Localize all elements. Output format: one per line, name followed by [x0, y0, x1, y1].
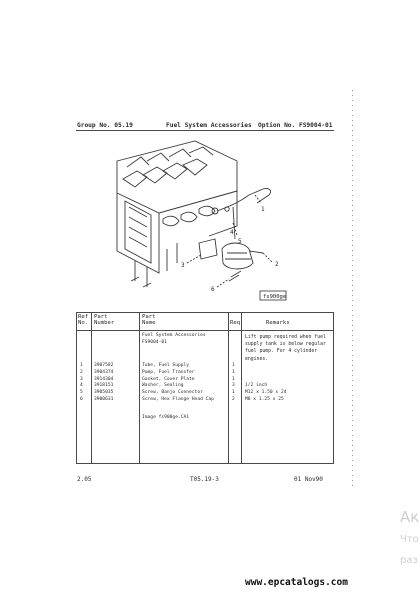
callout-3: 3	[181, 262, 185, 269]
row-part-number: 3904374	[94, 369, 114, 375]
callout-1: 1	[261, 206, 265, 213]
ref-column	[80, 363, 83, 404]
header-remarks: Remarks	[266, 320, 290, 326]
assembly-name: Fuel System Accessories FS9004-01	[142, 333, 206, 345]
row-req: 1	[232, 369, 235, 375]
row-part-number: 3914304	[94, 376, 114, 382]
header-part-number: Part Number	[94, 314, 115, 327]
row-part-name: Washer, Sealing	[142, 383, 184, 389]
header-ref: Ref No.	[78, 314, 89, 327]
gasket	[199, 239, 217, 259]
row-remark: M12 x 1.50 x 24	[245, 390, 287, 396]
row-part-number: 3905035	[94, 390, 114, 396]
row-part-name: Tube, Fuel Supply	[142, 363, 190, 368]
remarks-note: Lift pump required when fuel supply tank is below regular fuel pump. For 4 cylinder engines.	[245, 335, 326, 362]
part-name-column	[142, 363, 214, 404]
col-divider-ref	[91, 312, 92, 464]
row-ref: 3	[80, 376, 83, 382]
row-remark: M8 x 1.25 x 25	[245, 396, 284, 402]
row-part-name: Screw, Hex Flange Head Cap	[142, 396, 214, 402]
row-remark	[245, 370, 287, 377]
watermark-line-1: Ак	[400, 508, 420, 526]
engine-illustration	[77, 131, 334, 312]
row-ref: 4	[80, 383, 83, 389]
row-ref: 2	[80, 369, 83, 375]
remark-column	[245, 363, 287, 404]
row-part-number: 3907582	[94, 363, 114, 368]
header-req: Req	[230, 320, 241, 326]
col-divider-name	[228, 312, 229, 464]
header-part-name: Part Name	[142, 314, 156, 327]
page-code: T05.19-3	[190, 476, 219, 483]
section-title: Fuel System Accessories	[166, 122, 252, 129]
row-remark: 1/2 inch	[245, 383, 268, 389]
cap-screws	[229, 271, 241, 281]
page-number: 2.05	[77, 476, 92, 483]
row-part-name: Gasket, Cover Plate	[142, 376, 195, 382]
row-req: 1	[232, 376, 235, 382]
row-ref: 6	[80, 396, 83, 402]
engine-block	[117, 193, 159, 273]
row-ref: 5	[80, 390, 83, 396]
row-part-name: Screw, Banjo Connector	[142, 390, 203, 396]
row-ref: 1	[80, 363, 83, 368]
revision-date: 01 Nov90	[294, 476, 323, 483]
req-column	[232, 363, 235, 404]
row-part-number: 3918151	[94, 383, 114, 389]
callout-6: 6	[211, 286, 215, 293]
table-header-rule	[76, 330, 334, 331]
row-remark	[245, 363, 287, 370]
watermark-line-2: Что	[400, 534, 419, 545]
scan-edge-artifact	[352, 90, 353, 490]
group-number: Group No. 05.19	[77, 122, 133, 129]
callout-2: 2	[275, 261, 279, 268]
col-divider-req	[241, 312, 242, 464]
row-req: 3	[232, 383, 235, 389]
col-divider-part	[139, 312, 140, 464]
image-reference: Image fs900ge.CA1	[142, 415, 190, 420]
callout-4: 4	[230, 229, 234, 236]
figure-label: fs900ge	[263, 294, 287, 300]
row-part-name: Pump, Fuel Transfer	[142, 369, 195, 375]
callout-5: 5	[238, 238, 242, 245]
row-req: 2	[232, 396, 235, 402]
row-req: 1	[232, 363, 235, 368]
watermark-line-3: раз	[400, 555, 418, 566]
fuel-pump	[222, 243, 253, 269]
site-url: www.epcatalogs.com	[245, 577, 348, 588]
part-number-column	[94, 363, 113, 404]
row-req: 1	[232, 390, 235, 396]
exploded-diagram	[77, 131, 334, 312]
option-number: Option No. FS9004-01	[258, 122, 333, 129]
row-part-number: 3900631	[94, 396, 114, 402]
